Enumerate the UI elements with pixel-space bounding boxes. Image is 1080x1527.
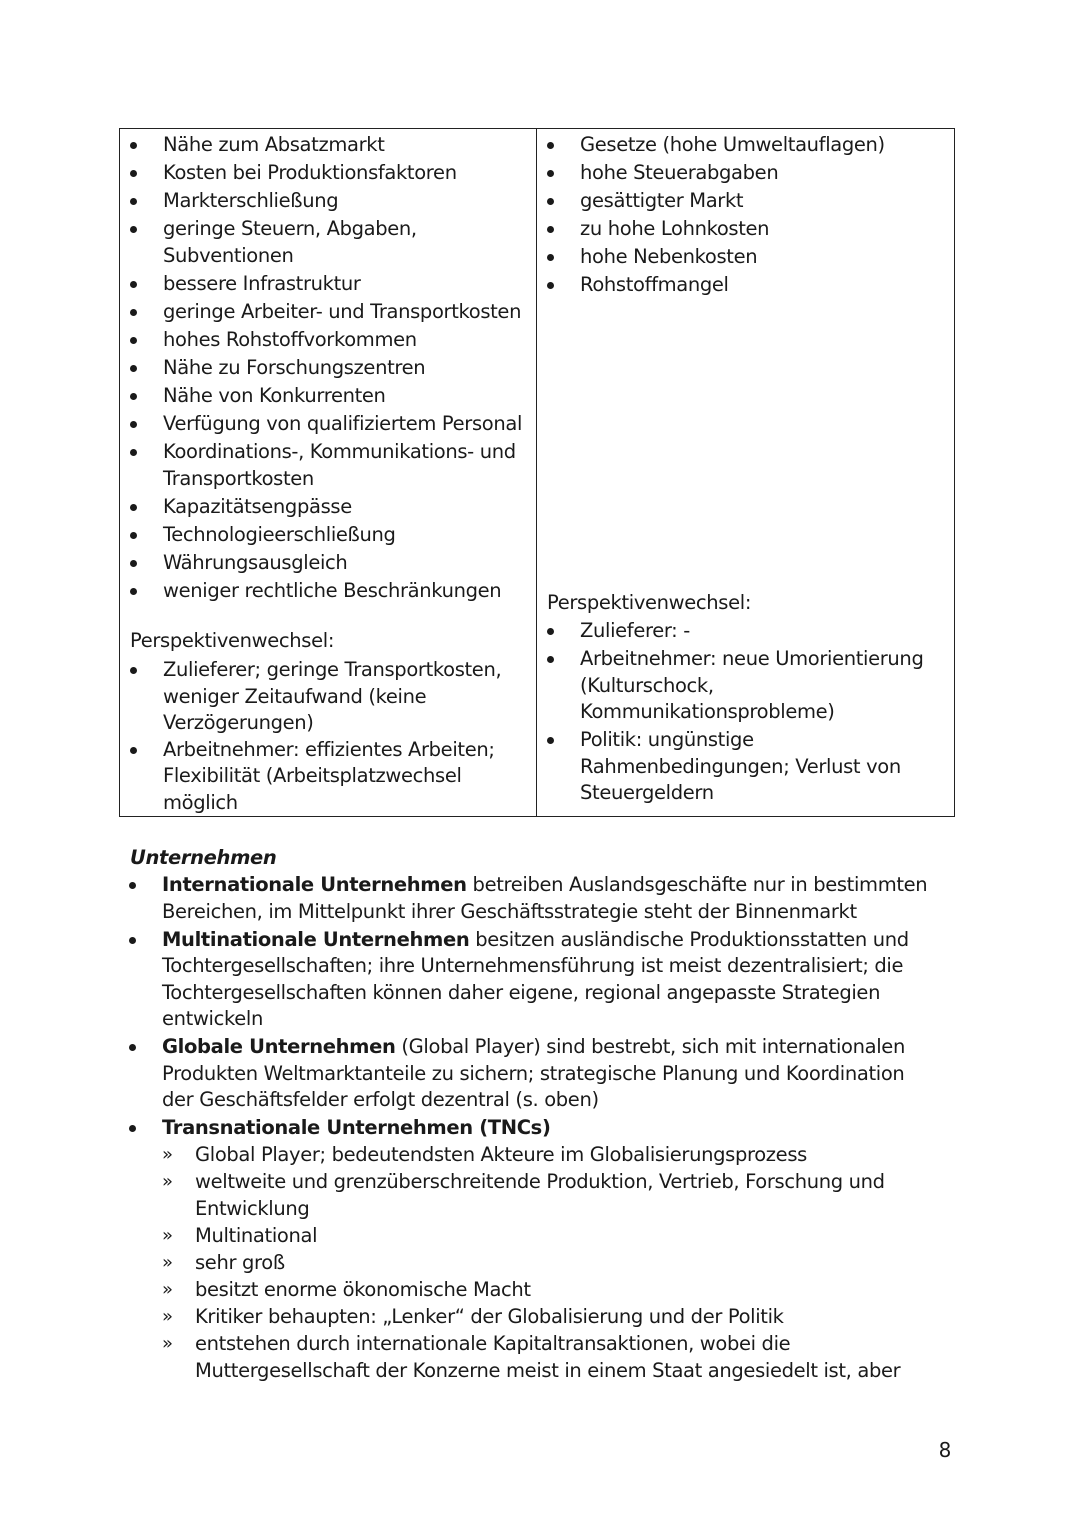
- list-item: zu hohe Lohnkosten: [537, 216, 947, 243]
- list-item: Arbeitnehmer: effizientes Arbeiten; Flexibilität (Arbeitsplatzwechsel möglich: [120, 737, 530, 817]
- sub-list-item: » Global Player; bedeutendsten Akteure im Globalisierungsprozess: [162, 1142, 922, 1169]
- definition: besitzen ausländische Produktionsstatten und Tochtergesellschaften; ihre Unternehmensführung ist meist dezentralisiert; die Tochtergesellschaften können daher eigene, regional angepasste Strategien entwickeln: [162, 927, 909, 1031]
- list-item: Zulieferer; geringe Transportkosten, weniger Zeitaufwand (keine Verzögerungen): [120, 657, 530, 737]
- company-types-list: [119, 872, 939, 1143]
- right-perspective-list: [537, 618, 947, 808]
- table-left-column: [120, 129, 537, 817]
- list-item: weniger rechtliche Beschränkungen: [120, 578, 530, 605]
- list-item: [119, 927, 939, 1033]
- sub-list-item: » Kritiker behaupten: „Lenker“ der Globalisierung und der Politik: [162, 1304, 922, 1331]
- definition: (Global Player) sind bestrebt, sich mit internationalen Produkten Weltmarktanteile zu sichern; strategische Planung und Koordination der Geschäftsfelder erfolgt dezentral (s. oben): [162, 1035, 905, 1112]
- list-item: geringe Arbeiter- und Transportkosten: [120, 299, 530, 326]
- list-item: geringe Steuern, Abgaben, Subventionen: [120, 216, 530, 269]
- list-item: Gesetze (hohe Umweltauflagen): [537, 132, 947, 159]
- definition: betreiben Auslandsgeschäfte nur in bestimmten Bereichen, im Mittelpunkt ihrer Geschäftsstrategie steht der Binnenmarkt: [162, 873, 928, 923]
- term: Globale Unternehmen: [162, 1035, 396, 1059]
- list-item: Technologieerschließung: [120, 522, 530, 549]
- list-item: hohes Rohstoffvorkommen: [120, 327, 530, 354]
- list-item: Zulieferer: -: [537, 618, 947, 645]
- list-item: Arbeitnehmer: neue Umorientierung (Kulturschock, Kommunikationsprobleme): [537, 646, 947, 726]
- list-item: Verfügung von qualifiziertem Personal: [120, 411, 530, 438]
- list-item: hohe Nebenkosten: [537, 244, 947, 271]
- left-factor-list: [120, 132, 530, 606]
- section-heading-unternehmen: Unternehmen: [130, 846, 277, 869]
- list-item: Kapazitätsengpässe: [120, 494, 530, 521]
- list-item: [119, 1034, 939, 1114]
- list-item: [119, 1115, 939, 1142]
- list-item: [119, 872, 939, 925]
- list-item: Politik: ungünstige Rahmenbedingungen; Verlust von Steuergeldern: [537, 727, 947, 807]
- sub-list-item: » sehr groß: [162, 1250, 922, 1277]
- list-item: bessere Infrastruktur: [120, 271, 530, 298]
- list-item: Währungsausgleich: [120, 550, 530, 577]
- list-item: Koordinations-, Kommunikations- und Transportkosten: [120, 439, 530, 492]
- sub-list-item: » weltweite und grenzüberschreitende Produktion, Vertrieb, Forschung und Entwicklung: [162, 1169, 922, 1222]
- table-right-column: [537, 129, 955, 817]
- right-factor-list: [537, 132, 947, 301]
- list-item: Rohstoffmangel: [537, 272, 947, 299]
- sub-list-item: » entstehen durch internationale Kapitaltransaktionen, wobei die Muttergesellschaft der Konzerne meist in einem Staat angesiedelt ist, aber: [162, 1331, 922, 1384]
- list-item: Kosten bei Produktionsfaktoren: [120, 160, 530, 187]
- tnc-sublist: [162, 1142, 922, 1385]
- left-perspective-list: [120, 657, 530, 816]
- page-number: 8: [938, 1438, 951, 1462]
- sub-list-item: » besitzt enorme ökonomische Macht: [162, 1277, 922, 1304]
- list-item: Nähe zum Absatzmarkt: [120, 132, 530, 159]
- sub-list-item: » Multinational: [162, 1223, 922, 1250]
- left-perspective-heading: Perspektivenwechsel:: [130, 629, 335, 652]
- term: Internationale Unternehmen: [162, 873, 467, 896]
- term: Multinationale Unternehmen: [162, 927, 470, 951]
- location-factors-table: [119, 128, 955, 817]
- list-item: gesättigter Markt: [537, 188, 947, 215]
- list-item: hohe Steuerabgaben: [537, 160, 947, 187]
- term: Transnationale Unternehmen (TNCs): [162, 1116, 551, 1140]
- list-item: Markterschließung: [120, 188, 530, 215]
- list-item: Nähe von Konkurrenten: [120, 383, 530, 410]
- right-perspective-heading: Perspektivenwechsel:: [547, 591, 752, 614]
- list-item: Nähe zu Forschungszentren: [120, 355, 530, 382]
